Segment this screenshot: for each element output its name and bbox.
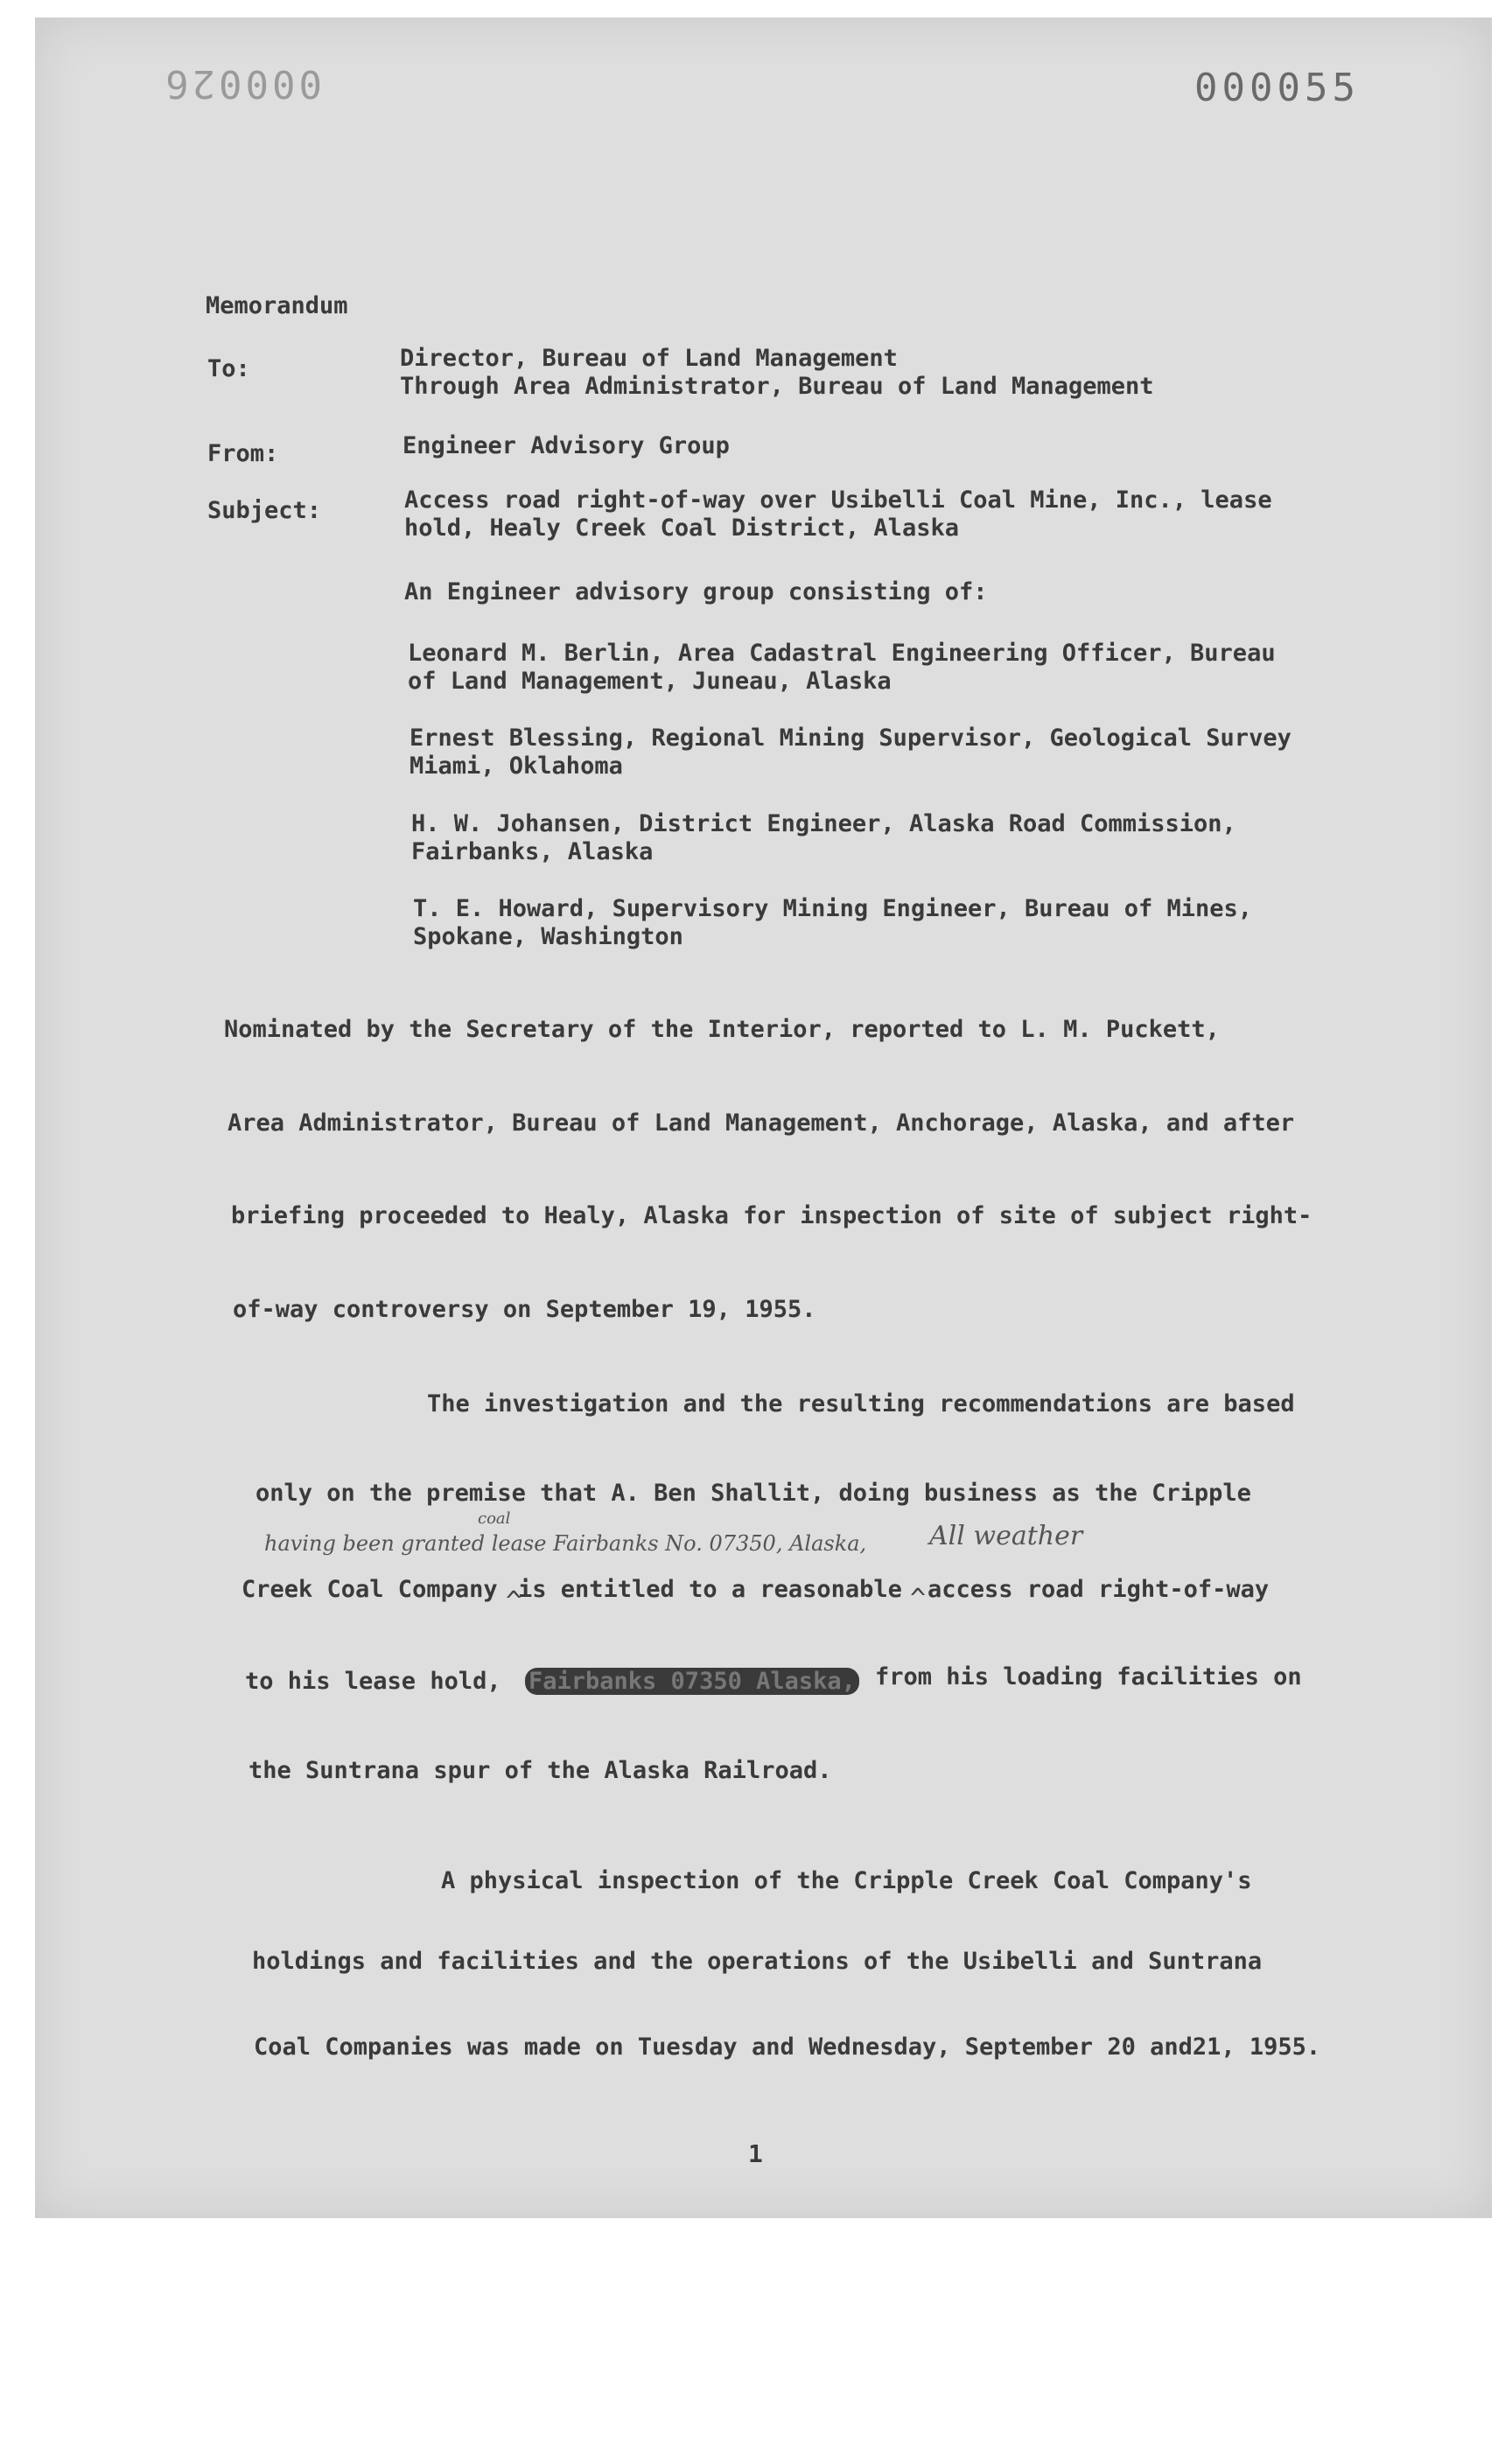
p2-line-5: the Suntrana spur of the Alaska Railroad.: [248, 1757, 832, 1784]
insertion-caret-2: ^: [910, 1584, 927, 1614]
member-1-line-1: Leonard M. Berlin, Area Cadastral Engineering Officer, Bureau: [408, 640, 1276, 667]
page-number: 1: [748, 2139, 763, 2168]
bates-number-right: 000055: [1194, 66, 1360, 110]
handwritten-coal: coal: [478, 1509, 511, 1528]
p2-line-3c: access road right-of-way: [928, 1576, 1270, 1603]
p3-line-3: Coal Companies was made on Tuesday and Wednesday, September 20 and21, 1955.: [254, 2034, 1321, 2061]
from-label: From:: [207, 440, 279, 467]
subject-label: Subject:: [207, 497, 322, 524]
p2-line-4b: from his loading facilities on: [875, 1663, 1302, 1690]
subject-line-2: hold, Healy Creek Coal District, Alaska: [404, 514, 959, 542]
p3-line-1: A physical inspection of the Cripple Creek Coal Company's: [441, 1867, 1252, 1894]
insertion-caret-1: ^: [506, 1586, 522, 1617]
handwritten-insertion: having been granted lease Fairbanks No. 07350, Alaska,: [264, 1531, 867, 1556]
subject-line-1: Access road right-of-way over Usibelli Coal Mine, Inc., lease: [404, 486, 1272, 514]
to-label: To:: [207, 355, 250, 382]
p1-line-3: briefing proceeded to Healy, Alaska for inspection of site of subject right-: [231, 1202, 1312, 1229]
member-4-line-2: Spokane, Washington: [413, 923, 683, 950]
handwritten-all-weather: All weather: [929, 1521, 1083, 1551]
p2-line-4a: to his lease hold,: [245, 1668, 501, 1695]
memo-type: Memorandum: [206, 292, 348, 319]
p1-line-2: Area Administrator, Bureau of Land Management, Anchorage, Alaska, and after: [228, 1110, 1295, 1137]
p2-line-2: only on the premise that A. Ben Shallit, doing business as the Cripple: [256, 1480, 1251, 1507]
struck-text-value: Fairbanks 07350 Alaska,: [525, 1668, 859, 1695]
p1-line-1: Nominated by the Secretary of the Interior, reported to L. M. Puckett,: [224, 1016, 1220, 1043]
from-value: Engineer Advisory Group: [402, 432, 730, 459]
group-intro: An Engineer advisory group consisting of:: [404, 578, 988, 606]
member-4-line-1: T. E. Howard, Supervisory Mining Engineer, Bureau of Mines,: [413, 895, 1253, 922]
p2-line-1: The investigation and the resulting recommendations are based: [427, 1390, 1295, 1418]
struck-text: [525, 1667, 859, 1697]
member-3-line-1: H. W. Johansen, District Engineer, Alaska Road Commission,: [411, 810, 1236, 837]
to-line-1: Director, Bureau of Land Management: [400, 345, 898, 372]
to-line-2: Through Area Administrator, Bureau of Land Management: [400, 373, 1154, 400]
member-2-line-1: Ernest Blessing, Regional Mining Supervisor, Geological Survey: [410, 724, 1292, 752]
document-page: [35, 18, 1492, 2218]
member-3-line-2: Fairbanks, Alaska: [411, 838, 654, 865]
bates-number-left: 000026: [162, 61, 322, 106]
p1-line-4: of-way controversy on September 19, 1955.: [233, 1296, 816, 1323]
p2-line-3b: is entitled to a reasonable: [518, 1576, 902, 1603]
p3-line-2: holdings and facilities and the operations of the Usibelli and Suntrana: [252, 1948, 1263, 1975]
member-2-line-2: Miami, Oklahoma: [410, 752, 623, 780]
p2-line-3a: Creek Coal Company: [242, 1576, 498, 1603]
member-1-line-2: of Land Management, Juneau, Alaska: [408, 668, 892, 695]
